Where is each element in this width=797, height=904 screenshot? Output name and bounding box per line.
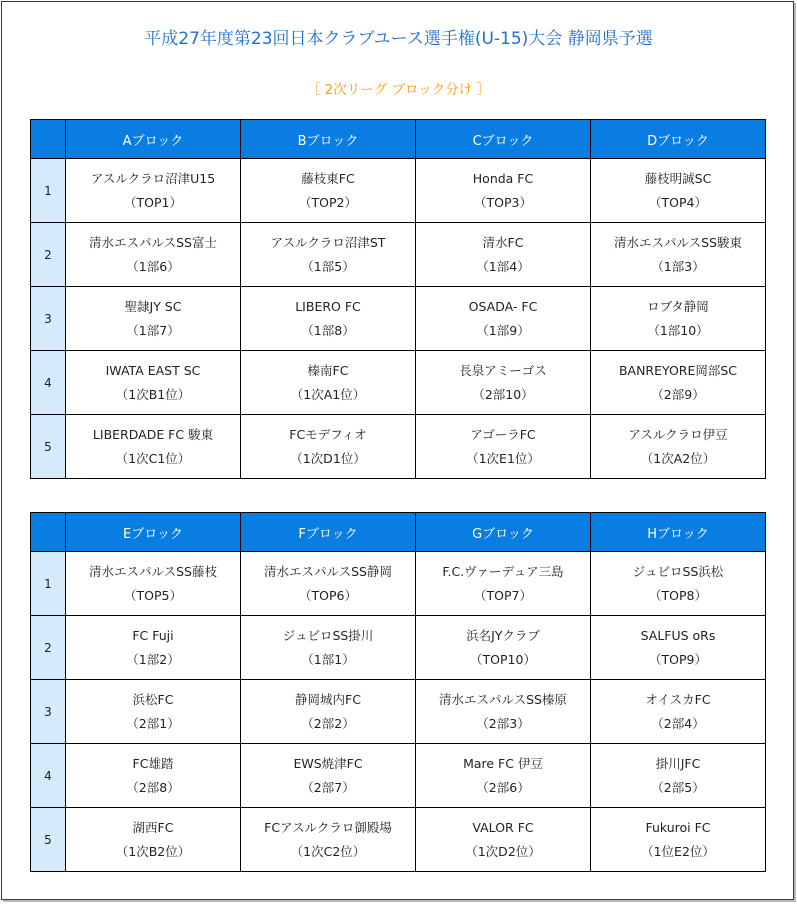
team-cell — [66, 287, 241, 351]
team-name: 聖隷JY SC — [124, 298, 182, 314]
team-seed: （TOP5） — [124, 587, 182, 603]
team-seed: （1次D2位） — [465, 843, 541, 859]
team-name: 清水エスパルスSS藤枝 — [89, 563, 217, 579]
team-name: Fukuroi FC — [645, 819, 711, 835]
team-seed: （2部2） — [301, 715, 355, 731]
team-cell — [416, 351, 591, 415]
team-cell — [241, 415, 416, 479]
team-name: SALFUS oRs — [640, 627, 716, 643]
team-name: ジュビロSS掛川 — [282, 627, 374, 643]
row-number: 2 — [31, 616, 66, 680]
block-header: Gブロック — [416, 513, 591, 552]
team-seed: （2部3） — [476, 715, 530, 731]
table-row — [31, 415, 766, 479]
table-row — [31, 808, 766, 872]
team-seed: （1部7） — [126, 322, 180, 338]
team-name: アゴーラFC — [470, 426, 536, 442]
team-seed: （TOP7） — [474, 587, 532, 603]
team-cell — [241, 351, 416, 415]
table-header-row — [31, 513, 766, 552]
team-cell — [416, 287, 591, 351]
team-seed: （TOP9） — [649, 651, 707, 667]
team-cell — [66, 552, 241, 616]
team-name: 清水エスパルスSS榛原 — [439, 691, 567, 707]
team-name: 榛南FC — [307, 362, 349, 378]
team-seed: （1次B2位） — [115, 843, 191, 859]
team-cell — [416, 159, 591, 223]
team-name: 浜名JYクラブ — [466, 627, 540, 643]
table-row — [31, 616, 766, 680]
row-number: 5 — [31, 808, 66, 872]
team-cell — [241, 808, 416, 872]
header-corner — [31, 513, 66, 552]
team-name: アスルクラロ沼津ST — [270, 234, 386, 250]
row-number: 1 — [31, 159, 66, 223]
team-name: 掛川JFC — [655, 755, 701, 771]
team-seed: （2部1） — [126, 715, 180, 731]
page-subtitle: ［ 2次リーグ ブロック分け ］ — [306, 82, 491, 98]
block-header: Cブロック — [416, 120, 591, 159]
header-corner — [31, 120, 66, 159]
row-number: 3 — [31, 287, 66, 351]
team-cell — [591, 287, 766, 351]
team-seed: （TOP1） — [124, 194, 182, 210]
team-cell — [66, 808, 241, 872]
team-name: 清水エスパルスSS駿東 — [614, 234, 742, 250]
team-cell — [591, 223, 766, 287]
team-seed: （1次B1位） — [115, 386, 191, 402]
team-name: FC雄踏 — [132, 755, 174, 771]
team-name: Honda FC — [472, 170, 534, 186]
team-cell — [416, 552, 591, 616]
team-cell — [241, 680, 416, 744]
team-seed: （1次E1位） — [466, 450, 540, 466]
team-name: オイスカFC — [645, 691, 711, 707]
team-cell — [591, 415, 766, 479]
team-seed: （2部6） — [476, 779, 530, 795]
table-row — [31, 744, 766, 808]
team-name: アスルクラロ伊豆 — [628, 426, 728, 442]
team-name: F.C.ヴァーデュア三島 — [442, 563, 564, 579]
team-seed: （1次C2位） — [290, 843, 366, 859]
team-seed: （1部8） — [301, 322, 355, 338]
team-cell — [66, 680, 241, 744]
block-header: Bブロック — [241, 120, 416, 159]
team-seed: （1次A1位） — [290, 386, 366, 402]
team-cell — [241, 223, 416, 287]
team-name: FCモデフィオ — [289, 426, 367, 442]
row-number: 1 — [31, 552, 66, 616]
team-seed: （1次D1位） — [290, 450, 366, 466]
team-name: 湖西FC — [132, 819, 174, 835]
table-row — [31, 552, 766, 616]
team-cell — [66, 744, 241, 808]
team-seed: （2部5） — [651, 779, 705, 795]
block-table-2 — [30, 512, 766, 872]
row-number: 4 — [31, 351, 66, 415]
team-seed: （TOP8） — [649, 587, 707, 603]
team-cell — [66, 415, 241, 479]
team-seed: （2部10） — [472, 386, 534, 402]
block-header: Eブロック — [66, 513, 241, 552]
row-number: 4 — [31, 744, 66, 808]
team-seed: （2部4） — [651, 715, 705, 731]
team-cell — [591, 159, 766, 223]
team-cell — [241, 744, 416, 808]
team-seed: （1次A2位） — [640, 450, 716, 466]
team-seed: （1部4） — [476, 258, 530, 274]
row-number: 3 — [31, 680, 66, 744]
team-name: 静岡城内FC — [295, 691, 361, 707]
block-header: Hブロック — [591, 513, 766, 552]
table-row — [31, 287, 766, 351]
team-cell — [416, 808, 591, 872]
team-name: OSADA- FC — [468, 298, 538, 314]
team-cell — [241, 287, 416, 351]
team-seed: （1部6） — [126, 258, 180, 274]
row-number: 5 — [31, 415, 66, 479]
team-name: EWS焼津FC — [293, 755, 363, 771]
team-cell — [591, 680, 766, 744]
team-name: 藤枝東FC — [301, 170, 355, 186]
team-name: IWATA EAST SC — [105, 362, 201, 378]
block-header: Aブロック — [66, 120, 241, 159]
team-seed: （1部10） — [647, 322, 709, 338]
team-cell — [591, 808, 766, 872]
team-name: LIBERO FC — [295, 298, 361, 314]
team-cell — [591, 744, 766, 808]
team-name: ジュビロSS浜松 — [632, 563, 724, 579]
page-title: 平成27年度第23回日本クラブユース選手権(U-15)大会 静岡県予選 — [144, 29, 653, 49]
team-name: 浜松FC — [132, 691, 174, 707]
team-name: Mare FC 伊豆 — [463, 755, 543, 771]
team-seed: （1部5） — [301, 258, 355, 274]
team-name: LIBERDADE FC 駿東 — [92, 426, 214, 442]
team-seed: （2部7） — [301, 779, 355, 795]
team-name: アスルクラロ沼津U15 — [90, 170, 216, 186]
team-cell — [66, 223, 241, 287]
team-cell — [416, 680, 591, 744]
team-seed: （TOP10） — [470, 651, 536, 667]
team-name: FC Fuji — [132, 627, 174, 643]
team-name: ロブタ静岡 — [647, 298, 709, 314]
team-cell — [591, 616, 766, 680]
table-header-row — [31, 120, 766, 159]
team-cell — [241, 616, 416, 680]
team-seed: （1部3） — [651, 258, 705, 274]
block-header: Dブロック — [591, 120, 766, 159]
table-row — [31, 159, 766, 223]
team-seed: （TOP3） — [474, 194, 532, 210]
team-cell — [66, 159, 241, 223]
team-cell — [416, 223, 591, 287]
team-seed: （TOP6） — [299, 587, 357, 603]
team-name: 長泉アミーゴス — [459, 362, 547, 378]
team-seed: （TOP2） — [299, 194, 357, 210]
table-row — [31, 351, 766, 415]
team-seed: （1部1） — [301, 651, 355, 667]
team-name: VALOR FC — [472, 819, 534, 835]
team-name: BANREYORE岡部SC — [618, 362, 738, 378]
team-cell — [416, 616, 591, 680]
team-seed: （1位E2位） — [641, 843, 715, 859]
table-row — [31, 680, 766, 744]
team-name: 清水エスパルスSS静岡 — [264, 563, 392, 579]
team-cell — [241, 159, 416, 223]
team-cell — [241, 552, 416, 616]
table-row — [31, 223, 766, 287]
team-seed: （1次C1位） — [115, 450, 191, 466]
team-name: FCアスルクラロ御殿場 — [264, 819, 392, 835]
team-cell — [66, 351, 241, 415]
block-header: Fブロック — [241, 513, 416, 552]
team-cell — [416, 744, 591, 808]
team-cell — [416, 415, 591, 479]
team-seed: （1部9） — [476, 322, 530, 338]
team-seed: （TOP4） — [649, 194, 707, 210]
team-seed: （2部9） — [651, 386, 705, 402]
team-seed: （2部8） — [126, 779, 180, 795]
block-table-1 — [30, 119, 766, 479]
team-cell — [66, 616, 241, 680]
team-name: 藤枝明誠SC — [644, 170, 712, 186]
row-number: 2 — [31, 223, 66, 287]
team-cell — [591, 351, 766, 415]
team-seed: （1部2） — [126, 651, 180, 667]
team-cell — [591, 552, 766, 616]
team-name: 清水エスパルスSS富士 — [89, 234, 217, 250]
team-name: 清水FC — [482, 234, 524, 250]
